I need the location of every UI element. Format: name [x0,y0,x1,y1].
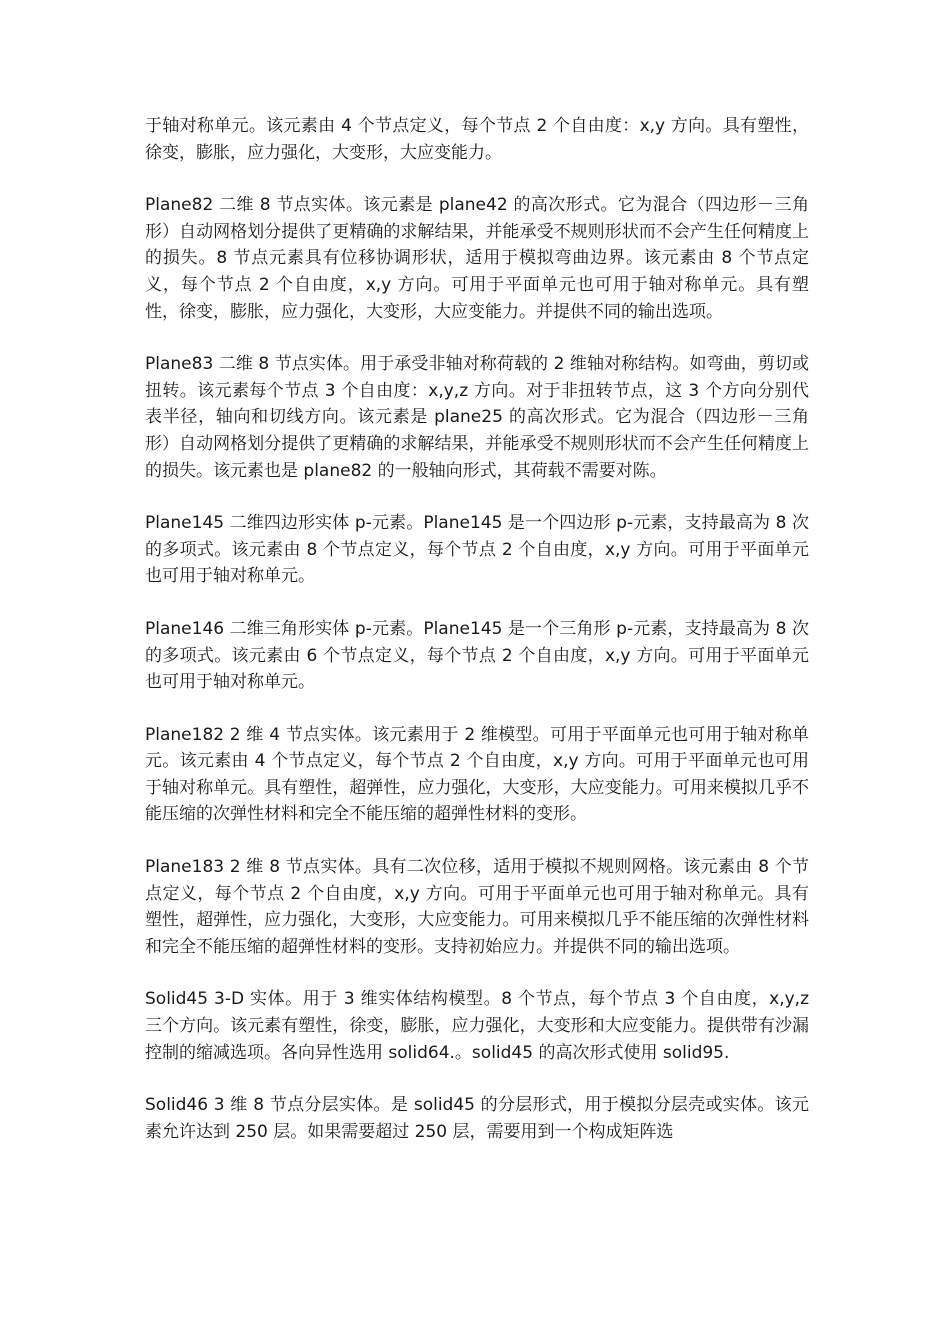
paragraph-plane183: Plane183 2 维 8 节点实体。具有二次位移，适用于模拟不规则网格。该元素由 8 个节点定义，每个节点 2 个自由度，x,y 方向。可用于平面单元也可用于轴对称单元。具有塑性，超弹性，应力强化，大变形，大应变能力。可用来模拟几乎不能压缩的次弹性材料和完全不能压缩的超弹性材料的变形。支持初始应力。并提供不同的输出选项。 [145,857,809,957]
paragraph-plane42-continued: 于轴对称单元。该元素由 4 个节点定义，每个节点 2 个自由度：x,y 方向。具有塑性，徐变，膨胀，应力强化，大变形，大应变能力。 [145,116,809,163]
paragraph-plane82: Plane82 二维 8 节点实体。该元素是 plane42 的高次形式。它为混合（四边形－三角形）自动网格划分提供了更精确的求解结果，并能承受不规则形状而不会产生任何精度上的损失。8 节点元素具有位移协调形状，适用于模拟弯曲边界。该元素由 8 个节点定义，每个节点 2 个自由度，x,y 方向。可用于平面单元也可用于轴对称单元。具有塑性，徐变，膨胀，应力强化，大变形，大应变能力。并提供不同的输出选项。 [145,195,809,322]
paragraph-solid46: Solid46 3 维 8 节点分层实体。是 solid45 的分层形式，用于模拟分层壳或实体。该元素允许达到 250 层。如果需要超过 250 层，需要用到一个构成矩阵选 [145,1095,809,1142]
paragraph-plane182: Plane182 2 维 4 节点实体。该元素用于 2 维模型。可用于平面单元也可用于轴对称单元。该元素由 4 个节点定义，每个节点 2 个自由度，x,y 方向。可用于平面单元也可用于轴对称单元。具有塑性，超弹性，应力强化，大变形，大应变能力。可用来模拟几乎不能压缩的次弹性材料和完全不能压缩的超弹性材料的变形。 [145,724,809,825]
paragraph-plane83: Plane83 二维 8 节点实体。用于承受非轴对称荷载的 2 维轴对称结构。如弯曲，剪切或扭转。该元素每个节点 3 个自由度：x,y,z 方向。对于非扭转节点，这 3 个方向分别代表半径，轴向和切线方向。该元素是 plane25 的高次形式。它为混合（四边形－三角形）自动网格划分提供了更精确的求解结果，并能承受不规则形状而不会产生任何精度上的损失。该元素也是 plane82 的一般轴向形式，其荷载不需要对陈。 [145,354,809,481]
paragraph-plane146: Plane146 二维三角形实体 p-元素。Plane145 是一个三角形 p-元素，支持最高为 8 次的多项式。该元素由 6 个节点定义，每个节点 2 个自由度，x,y 方向。可用于平面单元也可用于轴对称单元。 [145,618,809,693]
paragraph-solid45: Solid45 3-D 实体。用于 3 维实体结构模型。8 个节点，每个节点 3 个自由度，x,y,z 三个方向。该元素有塑性，徐变，膨胀，应力强化，大变形和大应变能力。提供带有沙漏控制的缩减选项。各向异性选用 solid64.。solid45 的高次形式使用 solid95. [145,989,809,1063]
paragraph-plane145: Plane145 二维四边形实体 p-元素。Plane145 是一个四边形 p-元素，支持最高为 8 次的多项式。该元素由 8 个节点定义，每个节点 2 个自由度，x,y 方向。可用于平面单元也可用于轴对称单元。 [145,513,809,587]
document-page [145,113,809,1145]
